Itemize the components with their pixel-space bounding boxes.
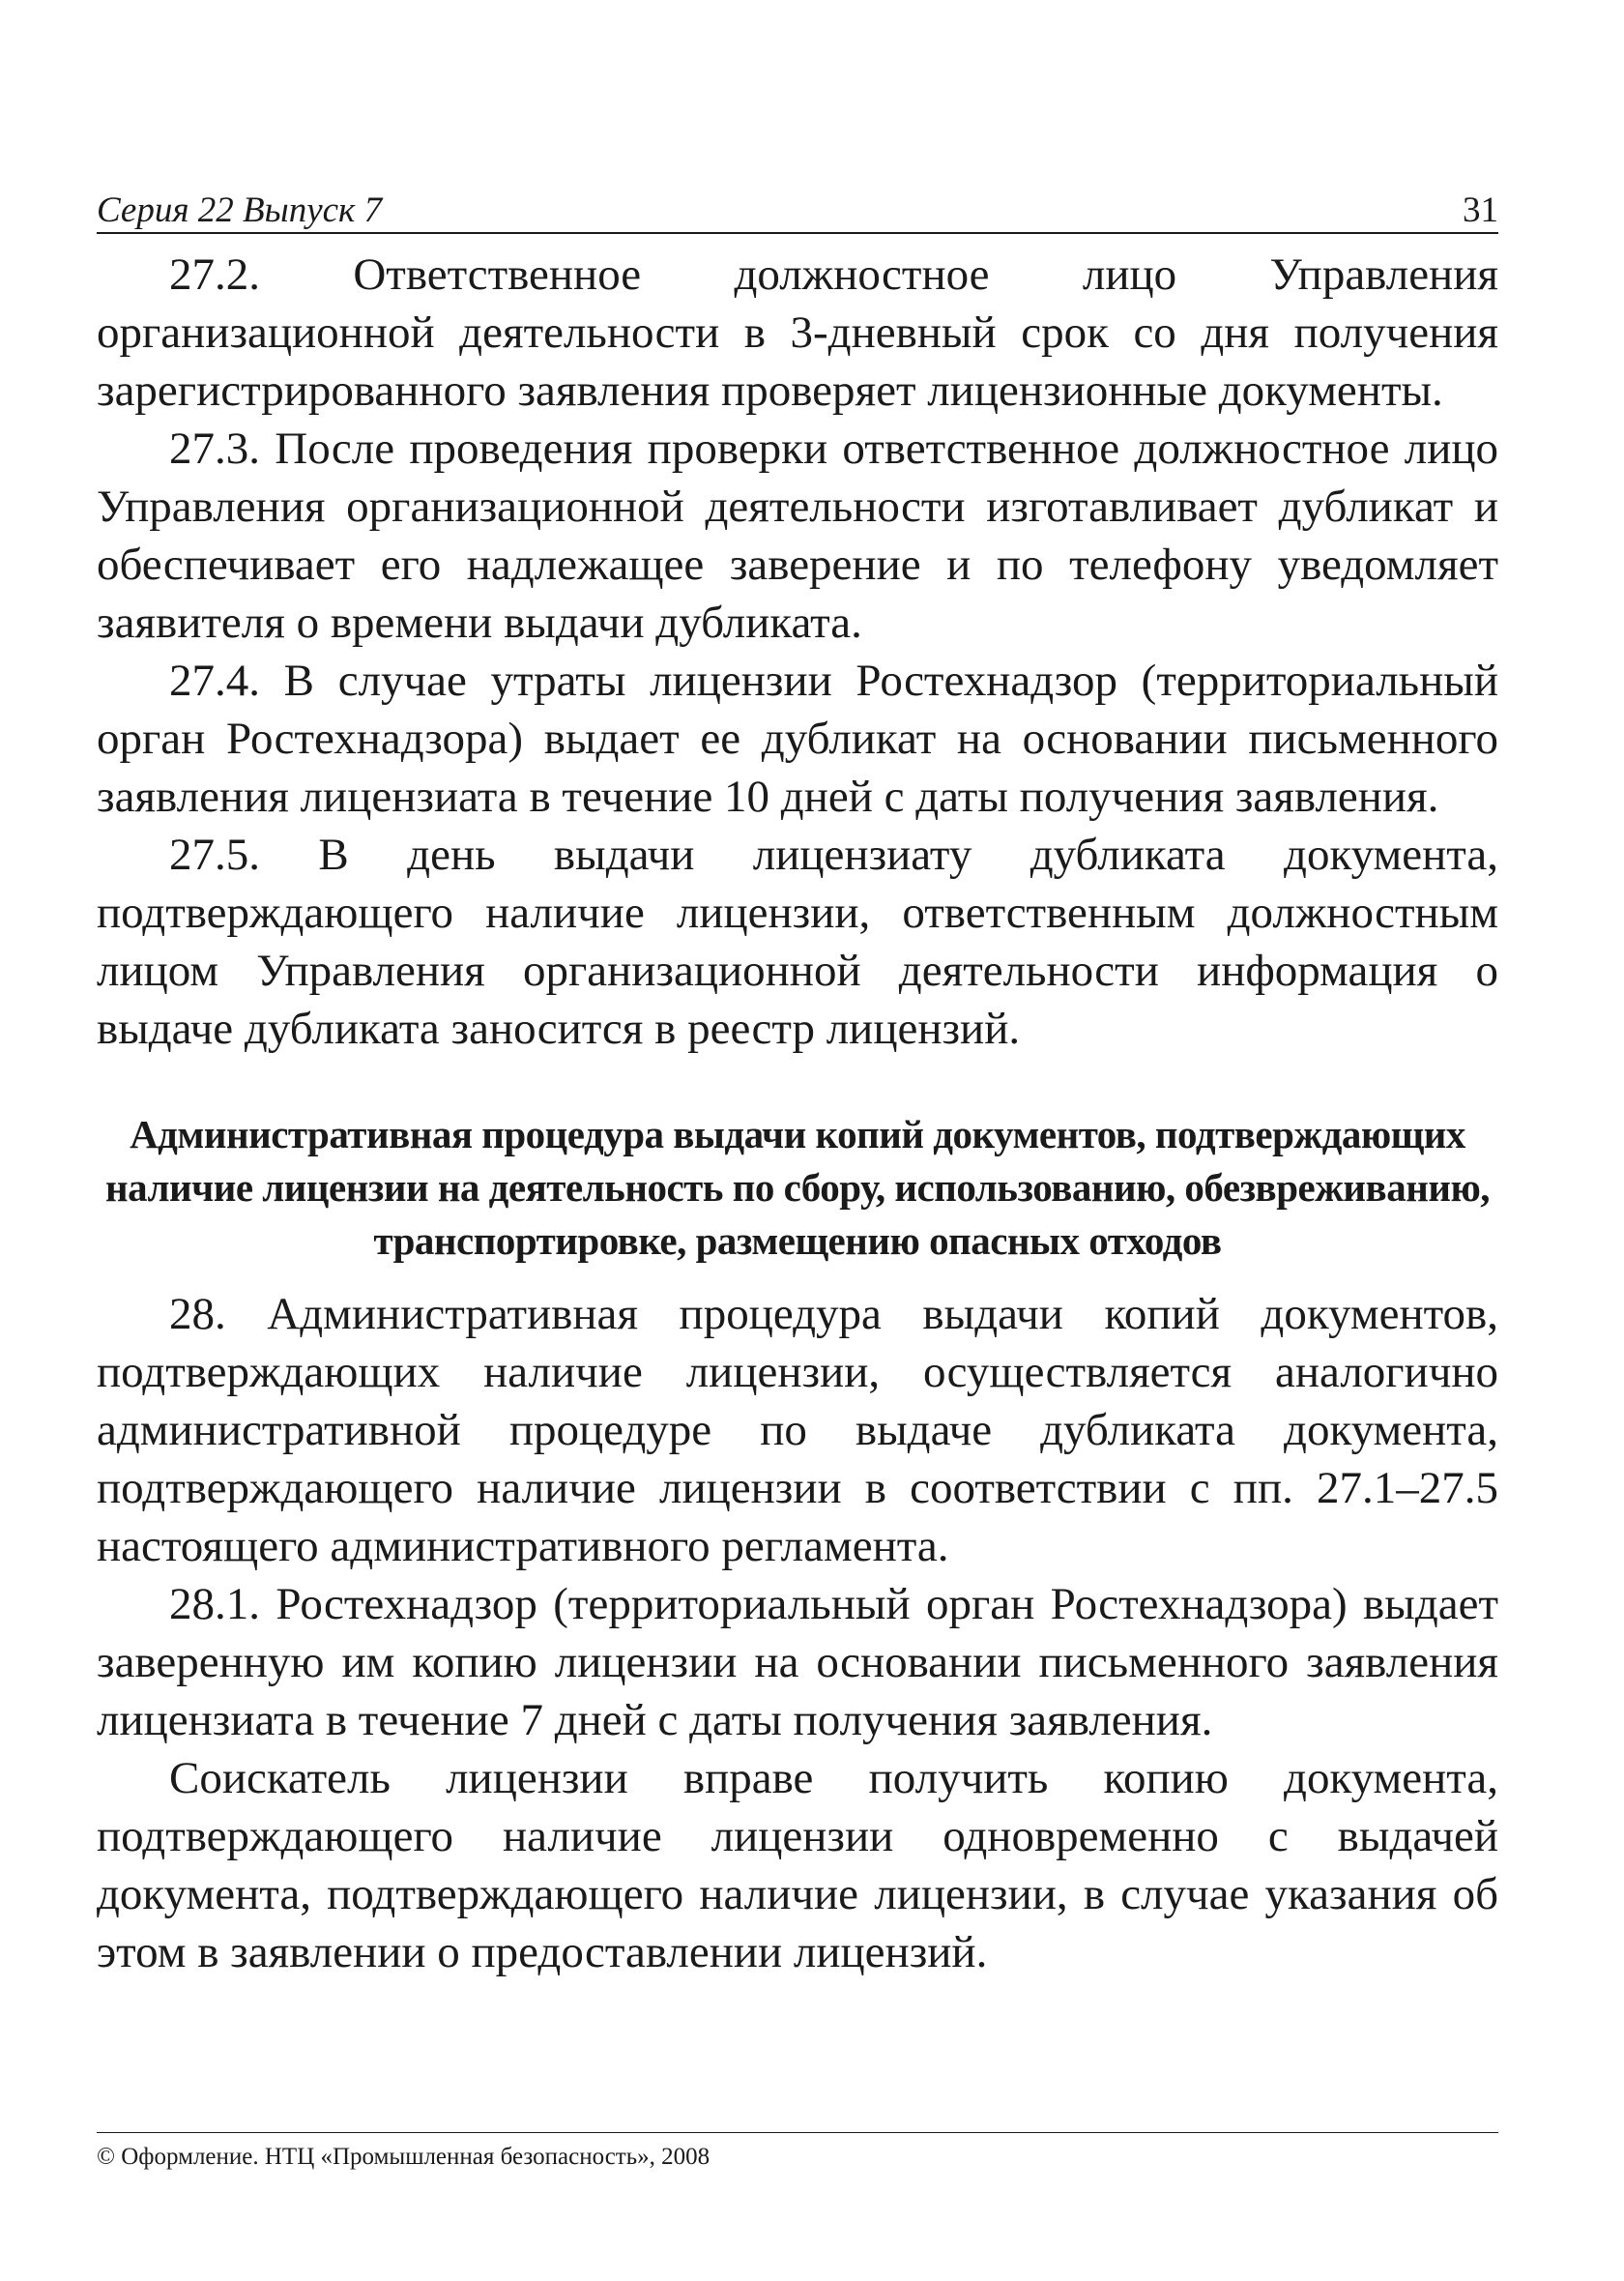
paragraph-27-2: 27.2. Ответственное должностное лицо Управления организационной деятельности в 3-дневный срок со дня получения зарегистрированного заявления проверяет лицензионные документы.: [97, 249, 1498, 416]
paragraph-28: 28. Административная процедура выдачи копий документов, подтверждающих наличие лицензии, осуществляется аналогично административной процедуре по выдаче дубликата документа, подтверждающего наличие лицензии в соответствии с пп. 27.1–27.5 настоящего административного регламента.: [97, 1289, 1498, 1571]
paragraph-27-5: 27.5. В день выдачи лицензиату дубликата документа, подтверждающего наличие лицензии, ответственным должностным лицом Управления организационной деятельности информация о выдаче дубликата заносится в реестр лицензий.: [97, 830, 1498, 1054]
paragraph-28-1: 28.1. Ростехнадзор (территориальный орган Ростехнадзора) выдает заверенную им копию лицензии на основании письменного заявления лицензиата в течение 7 дней с даты получения заявления.: [97, 1579, 1498, 1745]
running-head: [97, 174, 1498, 234]
document-page: [97, 174, 1498, 1981]
section-heading: Административная процедура выдачи копий документов, подтверждающих наличие лицензии на деятельность по сбору, использованию, обезвреживанию, транспортировке, размещению опасных отходов: [104, 1112, 1491, 1263]
series-label: Серия 22 Выпуск 7: [97, 190, 383, 230]
body-text: [97, 246, 1498, 1981]
paragraph-27-4: 27.4. В случае утраты лицензии Ростехнадзор (территориальный орган Ростехнадзора) выдает ее дубликат на основании письменного заявления лицензиата в течение 10 дней с даты получения заявления.: [97, 656, 1498, 822]
paragraph-27-3: 27.3. После проведения проверки ответственное должностное лицо Управления организационной деятельности изготавливает дубликат и обеспечивает его надлежащее заверение и по телефону уведомляет заявителя о времени выдачи дубликата.: [97, 424, 1498, 648]
paragraph-applicant: Соискатель лицензии вправе получить копию документа, подтверждающего наличие лицензии одновременно с выдачей документа, подтверждающего наличие лицензии, в случае указания об этом в заявлении о предоставлении лицензий.: [97, 1753, 1498, 1977]
page-number: 31: [1463, 190, 1498, 230]
footer-copyright: © Оформление. НТЦ «Промышленная безопасность», 2008: [97, 2132, 1498, 2169]
